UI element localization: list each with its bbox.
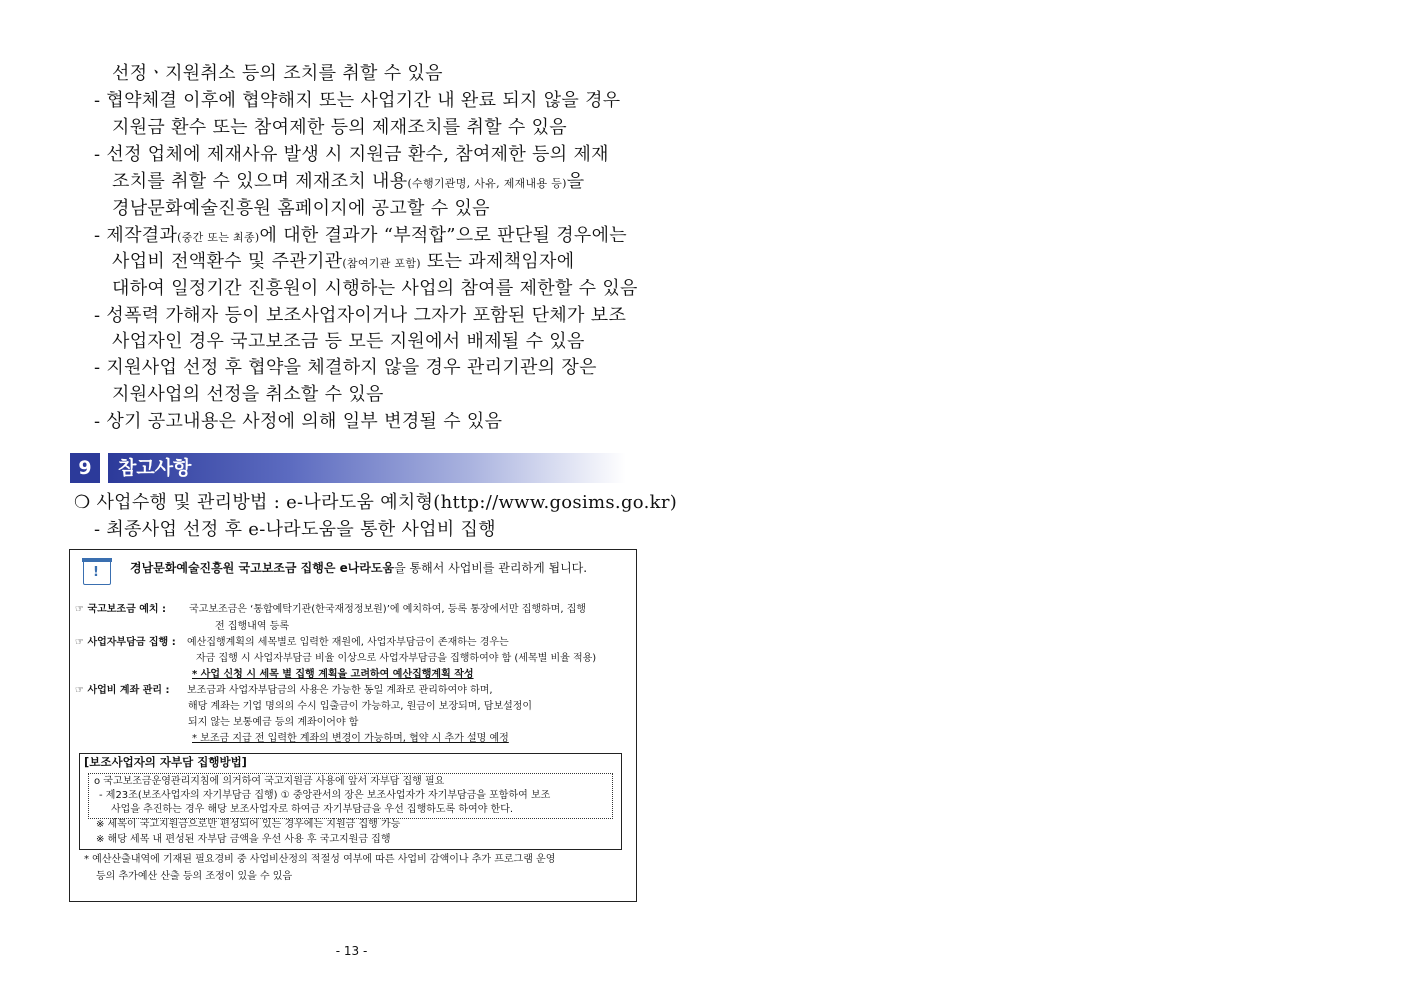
item-label-selfpay: ☞ 사업자부담금 집행 : — [75, 637, 176, 648]
footnote-line-2: 등의 추가예산 산출 등의 조정이 있을 수 있음 — [96, 871, 293, 882]
body-line-8-end: 또는 과제책임자에 — [420, 251, 575, 272]
self-burden-title: [보조사업자의 자부담 집행방법] — [84, 755, 247, 769]
body-line-7 — [94, 225, 627, 249]
page-number: - 13 - — [335, 944, 368, 958]
method-sub-line: - 최종사업 선정 후 e-나라도움을 통한 사업비 집행 — [94, 519, 496, 540]
item-text-deposit-1: 국고보조금은 ‘통합예탁기관(한국재정정보원)’에 예치하여, 등록 통장에서만 집행하며, 집행 — [189, 604, 587, 615]
item-text-selfpay-2: 자금 집행 시 사업자부담금 비율 이상으로 사업자부담금을 집행하여야 함 (세목별 비율 적용) — [196, 653, 597, 664]
body-line-8-small: (참여기관 포함) — [342, 257, 421, 270]
body-line-6: 경남문화예술진흥원 홈페이지에 공고할 수 있음 — [112, 198, 490, 219]
box-header — [130, 560, 587, 576]
memo-icon-mark: ! — [93, 565, 99, 580]
body-line-1: 선정ㆍ지원취소 등의 조치를 취할 수 있음 — [112, 63, 443, 84]
item-note-selfpay: * 사업 신청 시 세목 별 집행 계획을 고려하여 예산집행계획 작성 — [192, 669, 474, 680]
item-label-account: ☞ 사업비 계좌 관리 : — [75, 685, 170, 696]
body-line-3: 지원금 환수 또는 참여제한 등의 제재조치를 취할 수 있음 — [112, 117, 567, 138]
method-line: ❍ 사업수행 및 관리방법 : e-나라도움 예치형(http://www.gosims.go.kr) — [74, 492, 678, 513]
body-line-4: - 선정 업체에 제재사유 발생 시 지원금 환수, 참여제한 등의 제재 — [94, 144, 609, 165]
memo-icon — [83, 559, 111, 585]
body-line-5-end: 을 — [566, 171, 585, 192]
self-burden-note-2: ※ 해당 세목 내 편성된 자부담 금액을 우선 사용 후 국고지원금 집행 — [96, 834, 391, 845]
body-line-2: - 협약체결 이후에 협약해지 또는 사업기간 내 완료 되지 않을 경우 — [94, 90, 621, 111]
body-line-5 — [112, 171, 584, 195]
item-text-deposit-2: 전 집행내역 등록 — [215, 621, 289, 632]
body-line-7-small: (중간 또는 최종) — [177, 231, 260, 244]
body-line-14: - 상기 공고내용은 사정에 의해 일부 변경될 수 있음 — [94, 411, 503, 432]
item-text-account-1: 보조금과 사업자부담금의 사용은 가능한 동일 계좌로 관리하여야 하며, — [187, 685, 493, 696]
body-line-10: - 성폭력 가해자 등이 보조사업자이거나 그자가 포함된 단체가 보조 — [94, 305, 627, 326]
self-burden-note-1: ※ 세목이 국고지원금으로만 편성되어 있는 경우에는 지원금 집행 가능 — [96, 819, 401, 830]
info-box — [69, 549, 637, 902]
item-text-account-2: 해당 계좌는 기업 명의의 수시 입출금이 가능하고, 원금이 보장되며, 담보설정이 — [188, 701, 533, 712]
self-burden-box — [79, 753, 622, 850]
body-line-7-main: - 제작결과 — [94, 225, 178, 246]
item-text-account-3: 되지 않는 보통예금 등의 계좌이어야 함 — [188, 717, 359, 728]
body-line-13: 지원사업의 선정을 취소할 수 있음 — [112, 384, 384, 405]
regulation-line-2: - 제23조(보조사업자의 자기부담금 집행) ① 중앙관서의 장은 보조사업자가 자기부담금을 포함하여 보조 — [99, 790, 551, 801]
item-note-account: * 보조금 지급 전 입력한 계좌의 변경이 가능하며, 협약 시 추가 설명 예정 — [192, 733, 509, 744]
body-line-8 — [112, 251, 574, 275]
section-header — [70, 453, 626, 483]
footnote-line-1: * 예산산출내역에 기재된 필요경비 중 사업비산정의 적절성 여부에 따른 사업비 감액이나 추가 프로그램 운영 — [84, 854, 556, 865]
body-line-7-end: 에 대한 결과가 “부적합”으로 판단될 경우에는 — [259, 225, 627, 246]
section-title: 참고사항 — [118, 457, 192, 479]
body-line-9: 대하여 일정기간 진흥원이 시행하는 사업의 참여를 제한할 수 있음 — [112, 278, 638, 299]
body-line-8-main: 사업비 전액환수 및 주관기관 — [112, 251, 343, 272]
body-line-5-main: 조치를 취할 수 있으며 제재조치 내용 — [112, 171, 408, 192]
body-line-12: - 지원사업 선정 후 협약을 체결하지 않을 경우 관리기관의 장은 — [94, 357, 597, 378]
body-line-5-small: (수행기관명, 사유, 제재내용 등) — [407, 177, 567, 190]
regulation-line-1: o 국고보조금운영관리지침에 의거하여 국고지원금 사용에 앞서 자부담 집행 필요 — [94, 776, 445, 787]
regulation-quote-box — [88, 773, 613, 819]
item-label-deposit: ☞ 국고보조금 예치 : — [75, 604, 167, 615]
body-line-11: 사업자인 경우 국고보조금 등 모든 지원에서 배제될 수 있음 — [112, 331, 585, 352]
box-header-bold: 경남문화예술진흥원 국고보조금 집행은 e나라도움 — [130, 561, 395, 575]
regulation-line-3: 사업을 추진하는 경우 해당 보조사업자로 하여금 자기부담금을 우선 집행하도록 하여야 한다. — [111, 804, 514, 815]
box-header-rest: 을 통해서 사업비를 관리하게 됩니다. — [394, 561, 588, 575]
item-text-selfpay-1: 예산집행계획의 세목별로 입력한 재원에, 사업자부담금이 존재하는 경우는 — [187, 637, 509, 648]
section-number: 9 — [70, 453, 100, 483]
memo-icon-tab — [82, 558, 112, 562]
